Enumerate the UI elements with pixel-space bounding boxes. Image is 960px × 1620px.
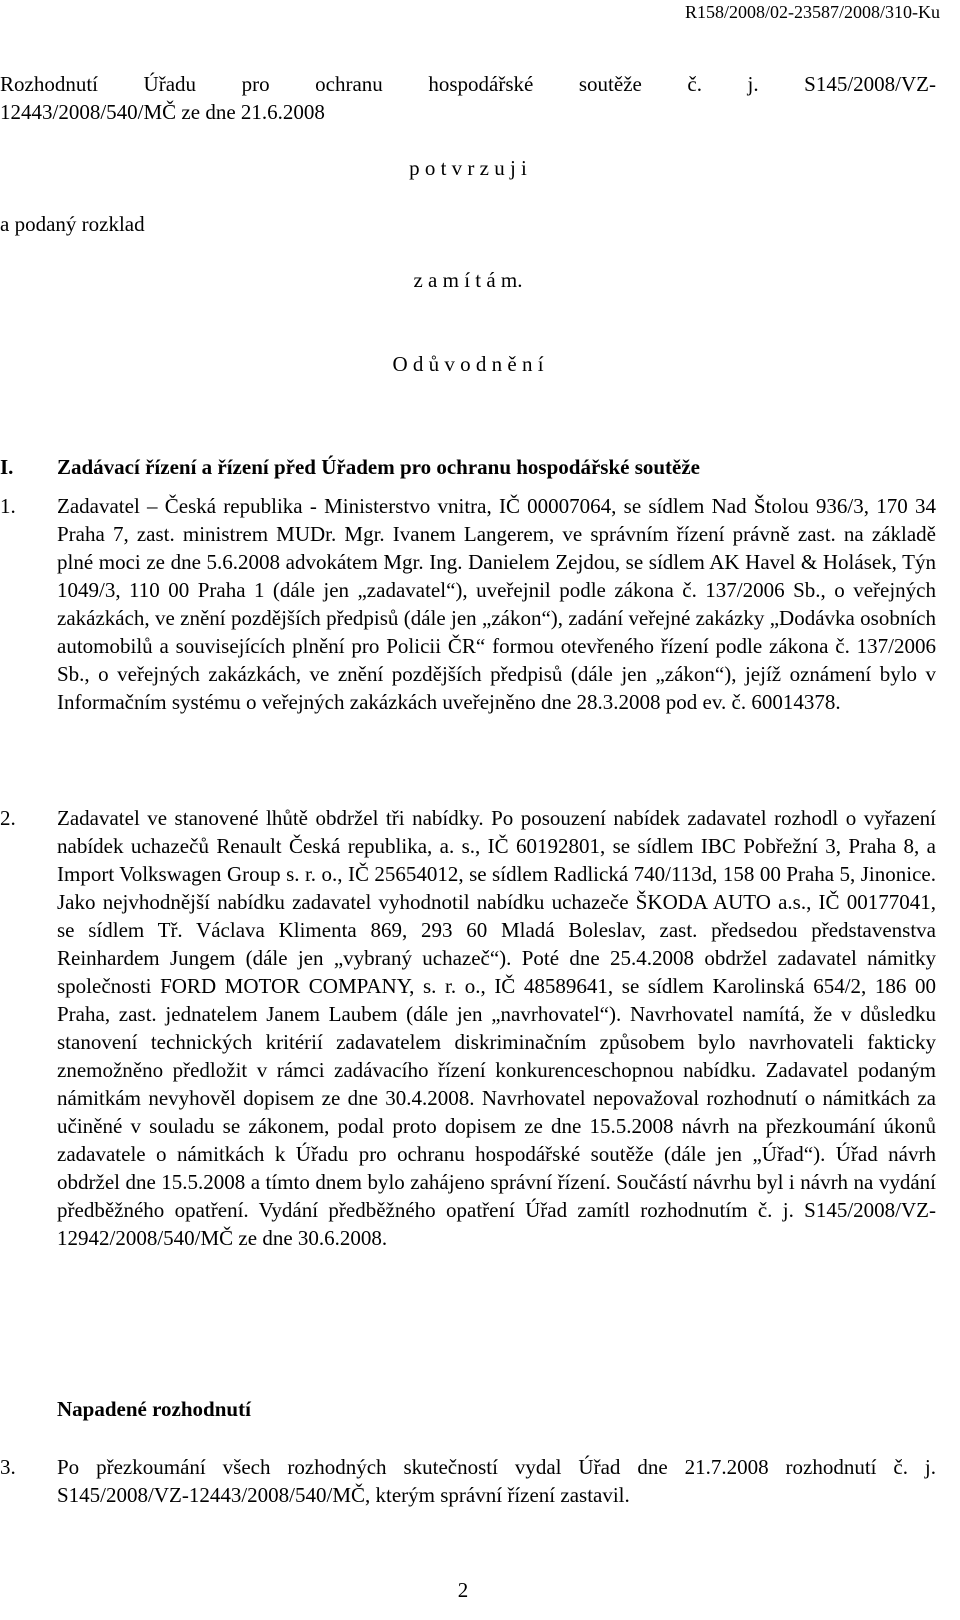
document-reference: R158/2008/02-23587/2008/310-Ku [685, 2, 940, 22]
intro-line-2: 12443/2008/540/MČ ze dne 21.6.2008 [0, 100, 325, 124]
paragraph-2 [0, 804, 936, 1252]
section-number: I. [0, 455, 14, 479]
reasoning-title: O d ů v o d n ě n í [392, 352, 544, 376]
verdict-reject: z a m í t á m. [413, 268, 523, 292]
paragraph-text: Po přezkoumání všech rozhodných skutečností vydal Úřad dne 21.7.2008 rozhodnutí č. j. S145/2008/VZ-12443/2008/540/MČ, kterým správní řízení zastavil. [57, 1455, 936, 1507]
section-title: Zadávací řízení a řízení před Úřadem pro ochranu hospodářské soutěže [57, 455, 701, 479]
decision-intro [0, 70, 936, 126]
paragraph-3 [0, 1453, 936, 1509]
paragraph-number: 2. [0, 806, 16, 830]
page-number: 2 [457, 1578, 469, 1602]
paragraph-number: 3. [0, 1455, 16, 1479]
subheading: Napadené rozhodnutí [57, 1397, 251, 1421]
verdict-confirm: p o t v r z u j i [409, 156, 527, 180]
paragraph-number: 1. [0, 494, 16, 518]
verdict-appeal: a podaný rozklad [0, 212, 145, 236]
intro-line-1: Rozhodnutí Úřadu pro ochranu hospodářské soutěže č. j. S145/2008/VZ- [0, 72, 936, 96]
paragraph-1 [0, 492, 936, 716]
paragraph-text: Zadavatel – Česká republika - Ministerstvo vnitra, IČ 00007064, se sídlem Nad Štolou 936/3, 170 34 Praha 7, zast. ministrem MUDr. Mgr. Ivanem Langerem, ve správním řízení právně zast. na základě plné moci ze dne 5.6.2008 advokátem Mgr. Ing. Danielem Zejdou, se sídlem AK Havel & Holásek, Týn 1049/3, 110 00 Praha 1 (dále jen „zadavatel“), uveřejnil podle zákona č. 137/2006 Sb., o veřejných zakázkách, ve znění pozdějších předpisů (dále jen „zákon“), zadání veřejné zakázky „Dodávka osobních automobilů a souvisejících plnění pro Policii ČR“ formou otevřeného řízení podle zákona č. 137/2006 Sb., o veřejných zakázkách, ve znění pozdějších předpisů (dále jen „zákon“), jejíž oznámení bylo v Informačním systému o veřejných zakázkách uveřejněno dne 28.3.2008 pod ev. č. 60014378. [57, 494, 936, 714]
paragraph-text: Zadavatel ve stanovené lhůtě obdržel tři nabídky. Po posouzení nabídek zadavatel rozhodl o vyřazení nabídek uchazečů Renault Česká republika, a. s., IČ 60192801, se sídlem IBC Pobřežní 3, Praha 8, a Import Volkswagen Group s. r. o., IČ 25654012, se sídlem Radlická 740/113d, 158 00 Praha 5, Jinonice. Jako nejvhodnější nabídku zadavatel vyhodnotil nabídku uchazeče ŠKODA AUTO a.s., IČ 00177041, se sídlem Tř. Václava Klimenta 869, 293 60 Mladá Boleslav, zast. předsedou představenstva Reinhardem Jungem (dále jen „vybraný uchazeč“). Poté dne 25.4.2008 obdržel zadavatel námitky společnosti FORD MOTOR COMPANY, s. r. o., IČ 48589641, se sídlem Karolinská 654/2, 186 00 Praha, zast. jednatelem Janem Laubem (dále jen „navrhovatel“). Navrhovatel namítá, že v důsledku stanovení technických kritérií zadavatelem diskriminačním způsobem bylo navrhovateli fakticky znemožněno předložit v rámci zadávacího řízení konkurenceschopnou nabídku. Zadavatel podaným námitkám nevyhověl dopisem ze dne 30.4.2008. Navrhovatel nepovažoval rozhodnutí o námitkách za učiněné v souladu se zákonem, podal proto dopisem ze dne 15.5.2008 návrh na přezkoumání úkonů zadavatele o námitkách k Úřadu pro ochranu hospodářské soutěže (dále jen „Úřad“). Úřad návrh obdržel dne 15.5.2008 a tímto dnem bylo zahájeno správní řízení. Součástí návrhu byl i návrh na vydání předběžného opatření. Vydání předběžného opatření Úřad zamítl rozhodnutím č. j. S145/2008/VZ-12942/2008/540/MČ ze dne 30.6.2008. [57, 806, 936, 1250]
